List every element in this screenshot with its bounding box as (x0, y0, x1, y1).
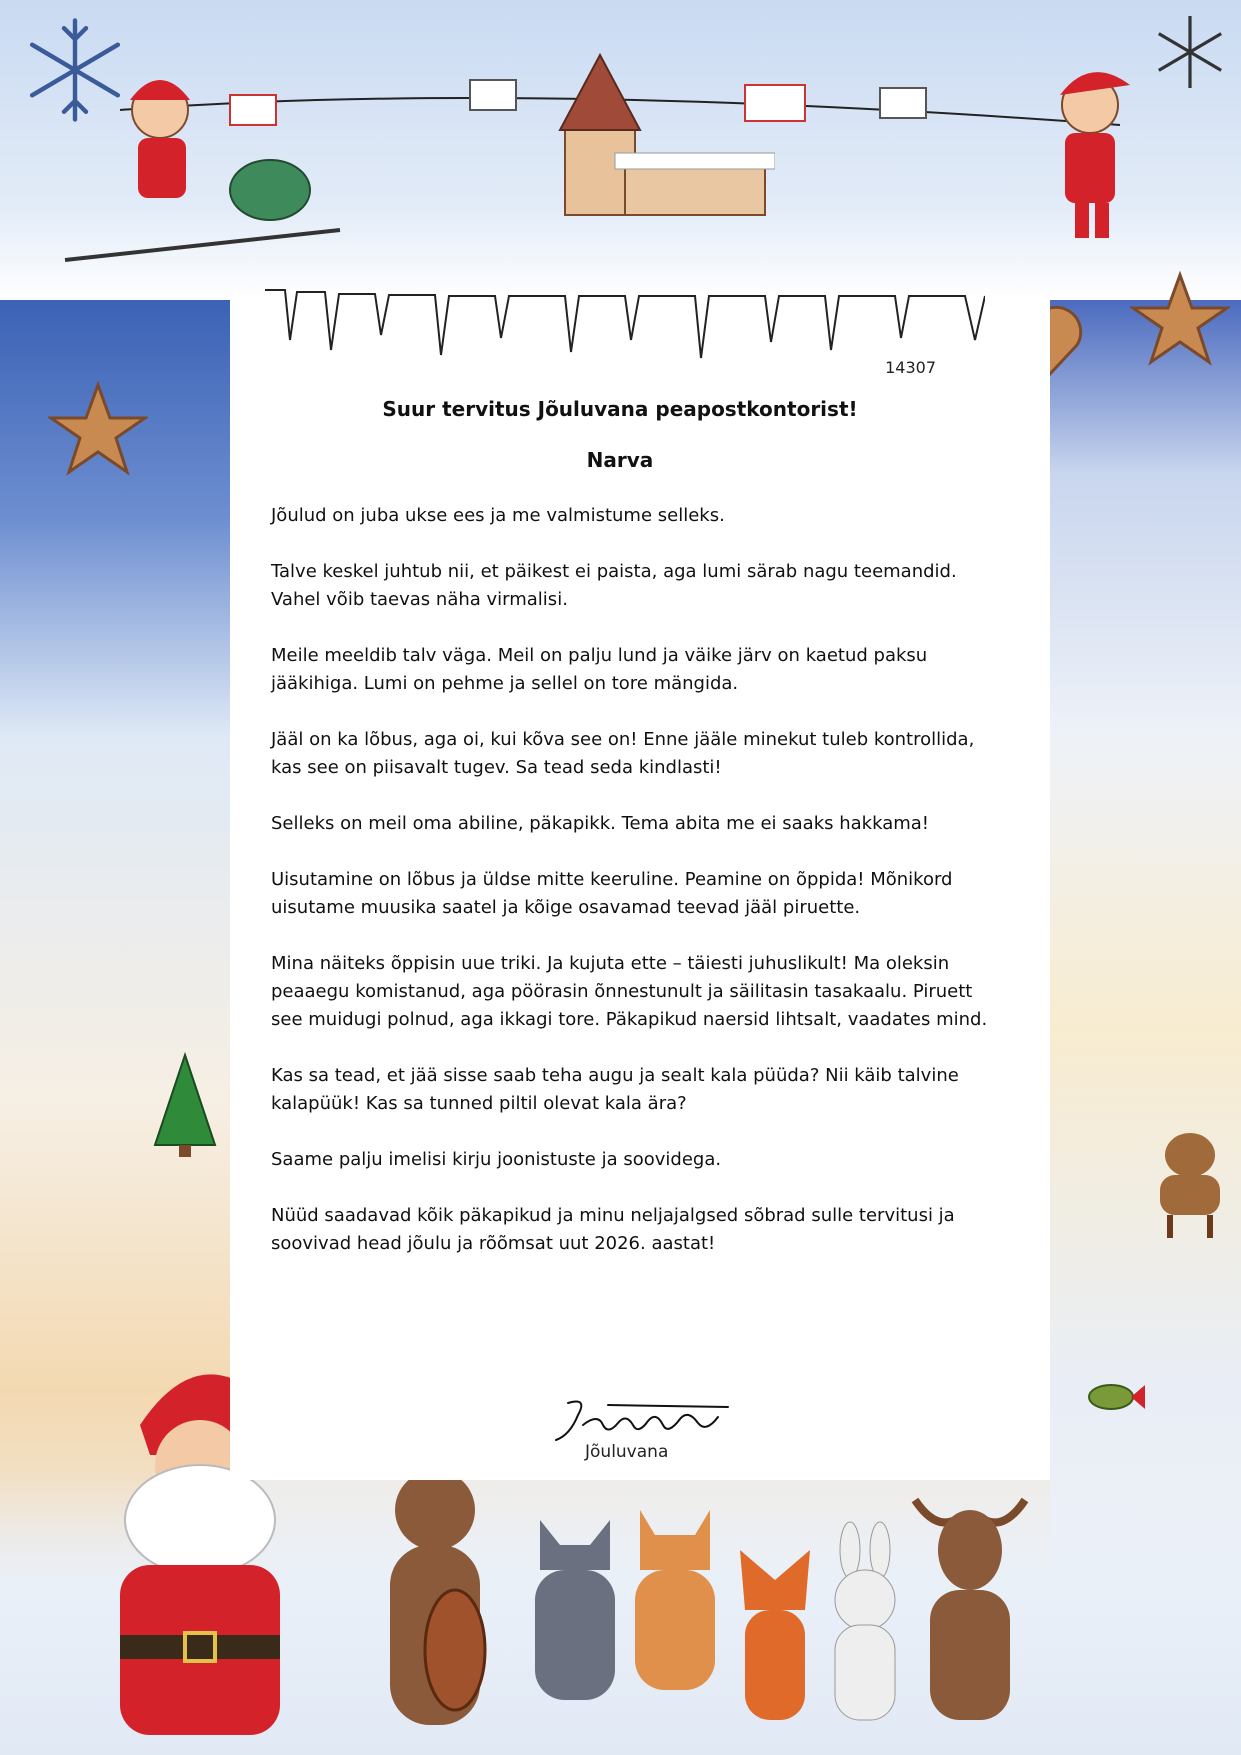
wolf-with-guitar-icon (520, 1510, 630, 1710)
lynx-with-harmonica-icon (620, 1500, 730, 1700)
fish-icon (1085, 1380, 1145, 1414)
reindeer-icon (1140, 1110, 1240, 1240)
document-number: 14307 (885, 358, 936, 377)
gingerbread-star-icon (48, 380, 148, 480)
bear-with-cello-icon (365, 1460, 505, 1750)
letter-paragraph: Nüüd saadavad kõik päkapikud ja minu neljajalgsed sõbrad sulle tervitusi ja soovivad head jõulu ja rõõmsat uut 2026. aastat! (271, 1205, 955, 1254)
elf-on-skis-icon (60, 60, 360, 280)
letter-paragraph: Talve keskel juhtub nii, et päikest ei paista, aga lumi särab nagu teemandid. Vahel võib taevas näha virmalisi. (271, 561, 957, 610)
letter-paragraph: Saame palju imelisi kirju joonistuste ja soovidega. (271, 1149, 722, 1170)
letter-paragraph: Selleks on meil oma abiline, päkapikk. Tema abita me ei saaks hakkama! (271, 813, 930, 834)
letter-paragraph: Jõulud on juba ukse ees ja me valmistume selleks. (271, 505, 725, 526)
letter-paragraph: Mina näiteks õppisin uue triki. Ja kujuta ette – täiesti juhuslikult! Ma oleksin peaaegu komistanud, aga pöörasin õnnestunult ja säilitasin tasakaalu. Piruett see muidugi polnud, aga ikkagi tore. Päkapikud naersid lihtsalt, vaadates mind. (271, 953, 988, 1030)
icicle-edge (265, 280, 985, 370)
letter-body (271, 502, 991, 1286)
letter-paragraph: Uisutamine on lõbus ja üldse mitte keeruline. Peamine on õppida! Mõnikord uisutame muusika saatel ja kõige osavamad teevad jääl piruette. (271, 869, 953, 918)
moose-with-trumpet-icon (905, 1480, 1035, 1730)
letter-paragraph: Kas sa tead, et jää sisse saab teha augu ja sealt kala püüda? Nii käib talvine kalapüük! Kas sa tunned piltil olevat kala ära? (271, 1065, 959, 1114)
rabbit-icon (820, 1520, 910, 1730)
letter-title: Suur tervitus Jõuluvana peapostkontorist! (382, 397, 858, 421)
letter-paragraph: Jääl on ka lõbus, aga oi, kui kõva see on! Enne jääle minekut tuleb kontrollida, kas see on piisavalt tugev. Sa tead seda kindlasti! (271, 729, 975, 778)
gingerbread-star-icon (1130, 270, 1230, 370)
christmas-tree-icon (150, 1050, 220, 1160)
letter-city: Narva (586, 448, 654, 472)
elf-with-letter-icon (1020, 55, 1160, 245)
fox-icon (730, 1540, 820, 1730)
letter-paragraph: Meile meeldib talv väga. Meil on palju lund ja väike järv on kaetud paksu jääkihiga. Lumi on pehme ja sellel on tore mängida. (271, 645, 928, 694)
signer-name: Jõuluvana (585, 1442, 669, 1462)
church-icon (555, 45, 775, 225)
